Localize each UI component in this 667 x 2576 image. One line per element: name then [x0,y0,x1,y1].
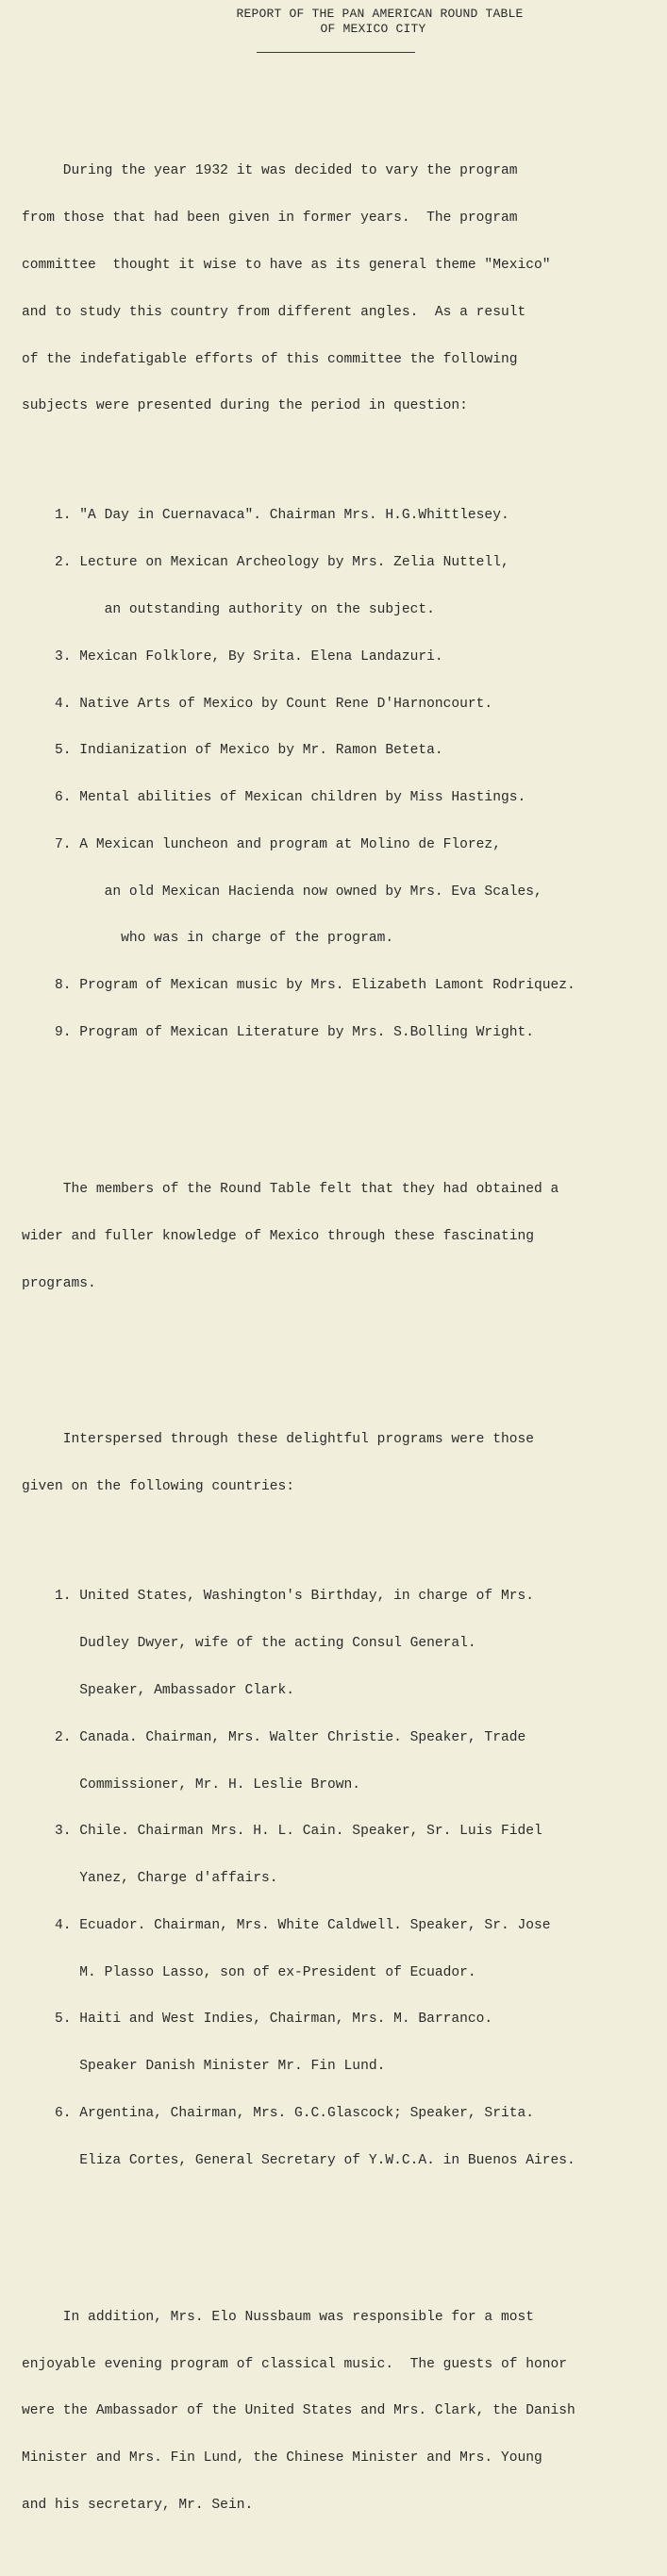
text-line: from those that had been given in former years. The program [22,210,518,227]
paragraph-intro [22,132,667,446]
report-subtitle: OF MEXICO CITY [320,22,426,36]
list-item: 2. Canada. Chairman, Mrs. Walter Christie. Speaker, Trade [22,1729,526,1745]
list-item: an outstanding authority on the subject. [22,602,435,617]
list-item: Eliza Cortes, General Secretary of Y.W.C.A. in Buenos Aires. [22,2152,575,2168]
subjects-list [22,477,667,1072]
list-item: 4. Ecuador. Chairman, Mrs. White Caldwell. Speaker, Sr. Jose [22,1917,551,1933]
list-item: Yanez, Charge d'affairs. [22,1871,278,1887]
list-item: Speaker Danish Minister Mr. Fin Lund. [22,2059,386,2075]
text-line: committee thought it wise to have as its general theme "Mexico" [22,257,551,273]
list-item: 6. Argentina, Chairman, Mrs. G.C.Glascock; Speaker, Srita. [22,2106,534,2121]
paragraph-gap [22,1355,667,1371]
countries-list [22,1557,667,2199]
text-line: of the indefatigable efforts of this committee the following [22,351,518,367]
text-line: subjects were presented during the period in question: [22,398,468,414]
text-line: During the year 1932 it was decided to vary the program [22,163,518,179]
paragraph-gap [22,1103,667,1120]
list-item: an old Mexican Hacienda now owned by Mrs. Eva Scales, [22,884,542,900]
list-item: 8. Program of Mexican music by Mrs. Elizabeth Lamont Rodriquez. [22,978,575,994]
paragraph-addition [22,2279,667,2545]
text-line: Minister and Mrs. Fin Lund, the Chinese Minister and Mrs. Young [22,2450,542,2467]
list-item: 3. Mexican Folklore, By Srita. Elena Landazuri. [22,648,443,665]
text-line: programs. [22,1275,96,1291]
list-item: Speaker, Ambassador Clark. [22,1682,295,1698]
text-line: In addition, Mrs. Elo Nussbaum was responsible for a most [22,2309,534,2325]
list-item: 2. Lecture on Mexican Archeology by Mrs. Zelia Nuttell, [22,555,509,571]
paragraph-members [22,1151,667,1323]
list-item: Commissioner, Mr. H. Leslie Brown. [22,1776,361,1793]
title-underline [257,52,415,53]
list-item: Dudley Dwyer, wife of the acting Consul General. [22,1636,476,1652]
list-item: 7. A Mexican luncheon and program at Molino de Florez, [22,836,501,852]
text-line: Interspersed through these delightful programs were those [22,1432,534,1448]
text-line: enjoyable evening program of classical music. The guests of honor [22,2356,568,2372]
list-item: 5. Haiti and West Indies, Chairman, Mrs. M. Barranco. [22,2012,493,2028]
text-line: and his secretary, Mr. Sein. [22,2497,254,2513]
paragraph-gap [22,2231,667,2248]
list-item: 1. United States, Washington's Birthday, in charge of Mrs. [22,1589,534,1605]
list-item: who was in charge of the program. [22,931,394,947]
list-item: 1. "A Day in Cuernavaca". Chairman Mrs. H.G.Whittlesey. [22,508,509,524]
text-line: The members of the Round Table felt that they had obtained a [22,1181,559,1197]
report-body [22,101,667,2576]
text-line: wider and fuller knowledge of Mexico through these fascinating [22,1228,534,1244]
list-item: 5. Indianization of Mexico by Mr. Ramon Beteta. [22,743,443,759]
list-item: 4. Native Arts of Mexico by Count Rene D'Harnoncourt. [22,696,493,712]
list-item: M. Plasso Lasso, son of ex-President of Ecuador. [22,1964,476,1980]
list-item: 9. Program of Mexican Literature by Mrs. S.Bolling Wright. [22,1025,534,1041]
paragraph-interspersed [22,1401,667,1526]
list-item: 6. Mental abilities of Mexican children by Miss Hastings. [22,790,526,806]
text-line: and to study this country from different angles. As a result [22,304,526,320]
report-title: REPORT OF THE PAN AMERICAN ROUND TABLE [236,7,524,21]
text-line: given on the following countries: [22,1479,295,1495]
text-line: were the Ambassador of the United States and Mrs. Clark, the Danish [22,2403,575,2419]
list-item: 3. Chile. Chairman Mrs. H. L. Cain. Speaker, Sr. Luis Fidel [22,1824,542,1840]
